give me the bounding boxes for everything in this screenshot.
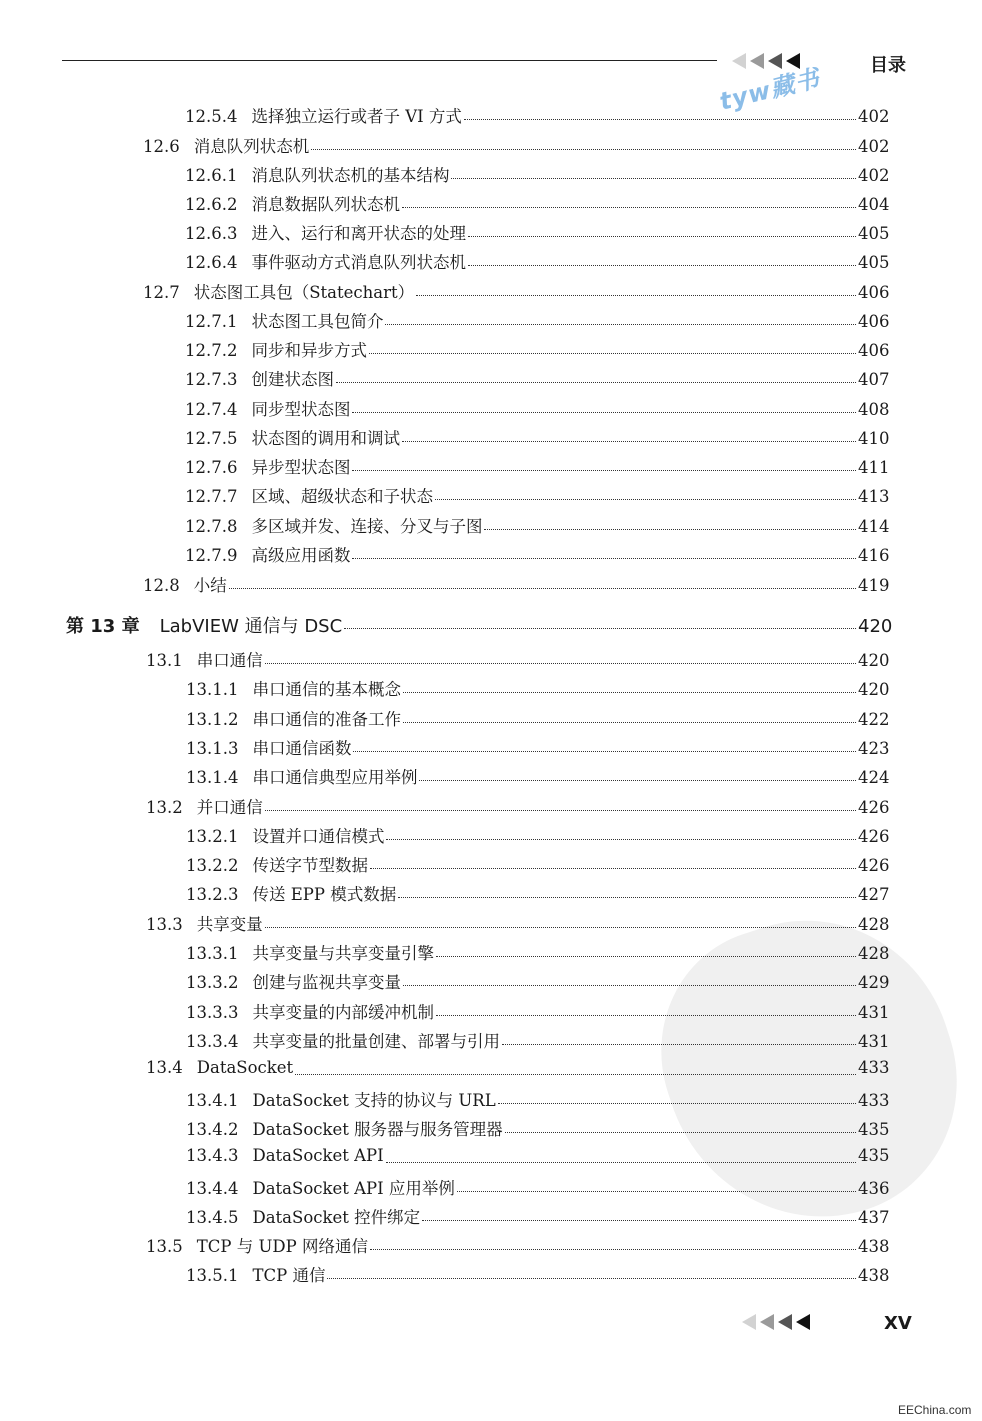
entry-number: 13.3.4 bbox=[186, 1032, 239, 1051]
entry-number: 12.7.8 bbox=[185, 517, 238, 536]
subsection-entry bbox=[185, 396, 888, 420]
entry-page: 437 bbox=[858, 1208, 890, 1227]
subsection-entry bbox=[185, 337, 888, 361]
entry-page: 435 bbox=[858, 1120, 890, 1139]
entry-title: 同步型状态图 bbox=[251, 400, 351, 419]
entry-number: 12.8 bbox=[143, 576, 180, 595]
entry-page: 431 bbox=[858, 1003, 890, 1022]
subsection-entry bbox=[186, 940, 888, 964]
entry-number: 13.2 bbox=[146, 798, 183, 817]
entry-number: 13.1.3 bbox=[186, 739, 239, 758]
entry-title: 串口通信的基本概念 bbox=[252, 680, 401, 699]
entry-number: 12.7.1 bbox=[185, 312, 238, 331]
entry-title: 小结 bbox=[193, 576, 227, 595]
page-number: XV bbox=[884, 1313, 912, 1334]
leader-dots bbox=[436, 955, 856, 957]
entry-number: 12.7.6 bbox=[185, 458, 238, 477]
entry-page: 438 bbox=[858, 1237, 890, 1256]
entry-title: 消息数据队列状态机 bbox=[251, 195, 400, 214]
leader-dots bbox=[484, 528, 856, 530]
entry-number: 13.1.4 bbox=[186, 768, 239, 787]
subsection-entry bbox=[186, 1204, 888, 1228]
subsection-entry bbox=[185, 513, 888, 537]
entry-page: 402 bbox=[858, 166, 890, 185]
entry-number: 12.7.7 bbox=[185, 487, 238, 506]
entry-title: 高级应用函数 bbox=[251, 546, 351, 565]
entry-number: 13.4 bbox=[146, 1058, 183, 1077]
section-entry bbox=[143, 133, 888, 157]
section-entry bbox=[146, 1233, 888, 1257]
entry-page: 420 bbox=[858, 680, 890, 699]
leader-dots bbox=[403, 691, 856, 693]
entry-page: 435 bbox=[858, 1146, 890, 1165]
entry-page: 420 bbox=[858, 616, 893, 637]
leader-dots bbox=[352, 469, 856, 471]
leader-dots bbox=[352, 557, 856, 559]
leader-dots bbox=[229, 587, 856, 589]
entry-title: 同步和异步方式 bbox=[251, 341, 367, 360]
subsection-entry bbox=[186, 1175, 888, 1199]
entry-title: 串口通信的准备工作 bbox=[252, 710, 401, 729]
entry-page: 408 bbox=[858, 400, 890, 419]
entry-number: 第 13 章 bbox=[66, 616, 140, 637]
entry-page: 428 bbox=[858, 915, 890, 934]
entry-title: DataSocket 控件绑定 bbox=[252, 1208, 421, 1227]
chapter-entry bbox=[66, 612, 893, 637]
entry-number: 12.7.4 bbox=[185, 400, 238, 419]
subsection-entry bbox=[186, 852, 888, 876]
entry-title: 共享变量与共享变量引擎 bbox=[252, 944, 434, 963]
leader-dots bbox=[402, 206, 856, 208]
entry-title: 共享变量的批量创建、部署与引用 bbox=[252, 1032, 500, 1051]
entry-number: 13.2.1 bbox=[186, 827, 239, 846]
leader-dots bbox=[369, 352, 856, 354]
leader-dots bbox=[327, 1277, 856, 1279]
entry-number: 12.7.5 bbox=[185, 429, 238, 448]
entry-title: 消息队列状态机 bbox=[193, 137, 310, 156]
entry-number: 13.2.2 bbox=[186, 856, 239, 875]
entry-page: 406 bbox=[858, 341, 890, 360]
subsection-entry bbox=[186, 999, 888, 1023]
subsection-entry bbox=[185, 162, 888, 186]
entry-page: 406 bbox=[858, 283, 890, 302]
entry-number: 12.7.9 bbox=[185, 546, 238, 565]
entry-title: 事件驱动方式消息队列状态机 bbox=[251, 253, 466, 272]
leader-dots bbox=[416, 294, 856, 296]
entry-title: 创建与监视共享变量 bbox=[252, 973, 401, 992]
entry-title: 传送 EPP 模式数据 bbox=[252, 885, 397, 904]
entry-page: 426 bbox=[858, 856, 890, 875]
leader-dots bbox=[265, 926, 856, 928]
entry-page: 433 bbox=[858, 1091, 890, 1110]
section-entry bbox=[146, 1058, 888, 1082]
entry-title: 异步型状态图 bbox=[251, 458, 351, 477]
header-title: 目录 bbox=[870, 55, 906, 76]
entry-title: 传送字节型数据 bbox=[252, 856, 368, 875]
subsection-entry bbox=[186, 1028, 888, 1052]
subsection-entry bbox=[186, 1116, 888, 1140]
entry-number: 12.6 bbox=[143, 137, 180, 156]
leader-dots bbox=[419, 779, 856, 781]
leader-dots bbox=[352, 411, 856, 413]
entry-title: 进入、运行和离开状态的处理 bbox=[251, 224, 466, 243]
leader-dots bbox=[265, 809, 856, 811]
entry-page: 411 bbox=[858, 458, 890, 477]
entry-title: 共享变量 bbox=[196, 915, 263, 934]
entry-title: 区域、超级状态和子状态 bbox=[251, 487, 433, 506]
leader-dots bbox=[386, 1161, 856, 1163]
entry-page: 424 bbox=[858, 768, 890, 787]
leader-dots bbox=[370, 867, 856, 869]
entry-number: 13.3 bbox=[146, 915, 183, 934]
entry-title: 状态图工具包（Statechart） bbox=[193, 283, 415, 302]
entry-title: DataSocket 服务器与服务管理器 bbox=[252, 1120, 503, 1139]
entry-title: TCP 通信 bbox=[252, 1266, 326, 1285]
leader-dots bbox=[386, 838, 856, 840]
subsection-entry bbox=[185, 191, 888, 215]
entry-title: 选择独立运行或者子 VI 方式 bbox=[251, 107, 462, 126]
leader-dots bbox=[403, 984, 856, 986]
entry-number: 13.4.1 bbox=[186, 1091, 239, 1110]
section-entry bbox=[143, 572, 888, 596]
entry-number: 13.5 bbox=[146, 1237, 183, 1256]
entry-title: 串口通信 bbox=[196, 651, 263, 670]
subsection-entry bbox=[186, 676, 888, 700]
entry-page: 416 bbox=[858, 546, 890, 565]
entry-number: 13.5.1 bbox=[186, 1266, 239, 1285]
subsection-entry bbox=[186, 706, 888, 730]
entry-title: 设置并口通信模式 bbox=[252, 827, 385, 846]
entry-number: 12.7 bbox=[143, 283, 180, 302]
entry-page: 414 bbox=[858, 517, 890, 536]
footer-brand: EEChina.com bbox=[898, 1403, 972, 1417]
leader-dots bbox=[336, 381, 856, 383]
entry-number: 13.3.2 bbox=[186, 973, 239, 992]
leader-dots bbox=[370, 1248, 856, 1250]
entry-number: 13.2.3 bbox=[186, 885, 239, 904]
subsection-entry bbox=[185, 425, 888, 449]
entry-number: 13.4.2 bbox=[186, 1120, 239, 1139]
leader-dots bbox=[402, 440, 856, 442]
section-entry bbox=[143, 279, 888, 303]
subsection-entry bbox=[186, 764, 888, 788]
leader-dots bbox=[353, 750, 856, 752]
subsection-entry bbox=[185, 483, 888, 507]
entry-page: 426 bbox=[858, 798, 890, 817]
entry-title: DataSocket API bbox=[252, 1146, 384, 1165]
leader-dots bbox=[385, 323, 856, 325]
entry-page: 404 bbox=[858, 195, 890, 214]
leader-dots bbox=[295, 1073, 856, 1075]
entry-page: 423 bbox=[858, 739, 890, 758]
entry-page: 402 bbox=[858, 107, 890, 126]
entry-page: 405 bbox=[858, 253, 890, 272]
entry-title: 串口通信函数 bbox=[252, 739, 352, 758]
subsection-entry bbox=[186, 735, 888, 759]
leader-dots bbox=[344, 627, 856, 629]
subsection-entry bbox=[185, 249, 888, 273]
entry-title: 消息队列状态机的基本结构 bbox=[251, 166, 450, 185]
entry-page: 433 bbox=[858, 1058, 890, 1077]
entry-number: 12.6.1 bbox=[185, 166, 238, 185]
entry-page: 438 bbox=[858, 1266, 890, 1285]
entry-page: 405 bbox=[858, 224, 890, 243]
entry-number: 13.4.5 bbox=[186, 1208, 239, 1227]
entry-page: 429 bbox=[858, 973, 890, 992]
leader-dots bbox=[502, 1043, 856, 1045]
entry-title: DataSocket bbox=[196, 1058, 294, 1077]
entry-page: 419 bbox=[858, 576, 890, 595]
leader-dots bbox=[498, 1102, 856, 1104]
leader-dots bbox=[451, 177, 856, 179]
entry-number: 12.5.4 bbox=[185, 107, 238, 126]
entry-page: 413 bbox=[858, 487, 890, 506]
entry-page: 402 bbox=[858, 137, 890, 156]
leader-dots bbox=[436, 1014, 856, 1016]
watermark-text: tyw藏书 bbox=[716, 63, 823, 116]
footer-arrows-icon bbox=[742, 1314, 810, 1330]
subsection-entry bbox=[185, 103, 888, 127]
entry-page: 422 bbox=[858, 710, 890, 729]
entry-title: 状态图工具包简介 bbox=[251, 312, 384, 331]
entry-title: 创建状态图 bbox=[251, 370, 334, 389]
section-entry bbox=[146, 911, 888, 935]
subsection-entry bbox=[185, 542, 888, 566]
entry-page: 420 bbox=[858, 651, 890, 670]
entry-number: 13.4.3 bbox=[186, 1146, 239, 1165]
entry-page: 410 bbox=[858, 429, 890, 448]
leader-dots bbox=[457, 1190, 856, 1192]
leader-dots bbox=[265, 662, 856, 664]
entry-number: 13.3.1 bbox=[186, 944, 239, 963]
leader-dots bbox=[468, 235, 856, 237]
subsection-entry bbox=[185, 220, 888, 244]
subsection-entry bbox=[186, 881, 888, 905]
entry-title: 状态图的调用和调试 bbox=[251, 429, 400, 448]
entry-title: LabVIEW 通信与 DSC bbox=[159, 616, 343, 637]
subsection-entry bbox=[186, 1146, 888, 1170]
entry-page: 431 bbox=[858, 1032, 890, 1051]
entry-page: 426 bbox=[858, 827, 890, 846]
entry-page: 428 bbox=[858, 944, 890, 963]
leader-dots bbox=[468, 264, 856, 266]
entry-page: 436 bbox=[858, 1179, 890, 1198]
entry-title: 共享变量的内部缓冲机制 bbox=[252, 1003, 434, 1022]
entry-number: 13.3.3 bbox=[186, 1003, 239, 1022]
subsection-entry bbox=[186, 823, 888, 847]
section-entry bbox=[146, 794, 888, 818]
seal-watermark-text: PDG bbox=[892, 1153, 967, 1220]
entry-number: 13.1 bbox=[146, 651, 183, 670]
leader-dots bbox=[398, 896, 856, 898]
subsection-entry bbox=[186, 1087, 888, 1111]
entry-number: 12.7.3 bbox=[185, 370, 238, 389]
entry-number: 12.7.2 bbox=[185, 341, 238, 360]
subsection-entry bbox=[185, 454, 888, 478]
header-rule bbox=[62, 60, 717, 61]
entry-page: 427 bbox=[858, 885, 890, 904]
subsection-entry bbox=[186, 1262, 888, 1286]
leader-dots bbox=[403, 721, 856, 723]
section-entry bbox=[146, 647, 888, 671]
leader-dots bbox=[435, 498, 856, 500]
subsection-entry bbox=[185, 308, 888, 332]
leader-dots bbox=[505, 1131, 856, 1133]
entry-number: 12.6.3 bbox=[185, 224, 238, 243]
entry-number: 12.6.2 bbox=[185, 195, 238, 214]
entry-page: 406 bbox=[858, 312, 890, 331]
entry-number: 13.4.4 bbox=[186, 1179, 239, 1198]
entry-number: 13.1.1 bbox=[186, 680, 239, 699]
leader-dots bbox=[311, 148, 856, 150]
entry-title: DataSocket API 应用举例 bbox=[252, 1179, 455, 1198]
subsection-entry bbox=[185, 366, 888, 390]
entry-title: DataSocket 支持的协议与 URL bbox=[252, 1091, 496, 1110]
leader-dots bbox=[422, 1219, 856, 1221]
subsection-entry bbox=[186, 969, 888, 993]
entry-number: 13.1.2 bbox=[186, 710, 239, 729]
entry-title: TCP 与 UDP 网络通信 bbox=[196, 1237, 368, 1256]
entry-number: 12.6.4 bbox=[185, 253, 238, 272]
entry-title: 并口通信 bbox=[196, 798, 263, 817]
leader-dots bbox=[464, 118, 856, 120]
entry-title: 串口通信典型应用举例 bbox=[252, 768, 418, 787]
entry-page: 407 bbox=[858, 370, 890, 389]
entry-title: 多区域并发、连接、分叉与子图 bbox=[251, 517, 483, 536]
